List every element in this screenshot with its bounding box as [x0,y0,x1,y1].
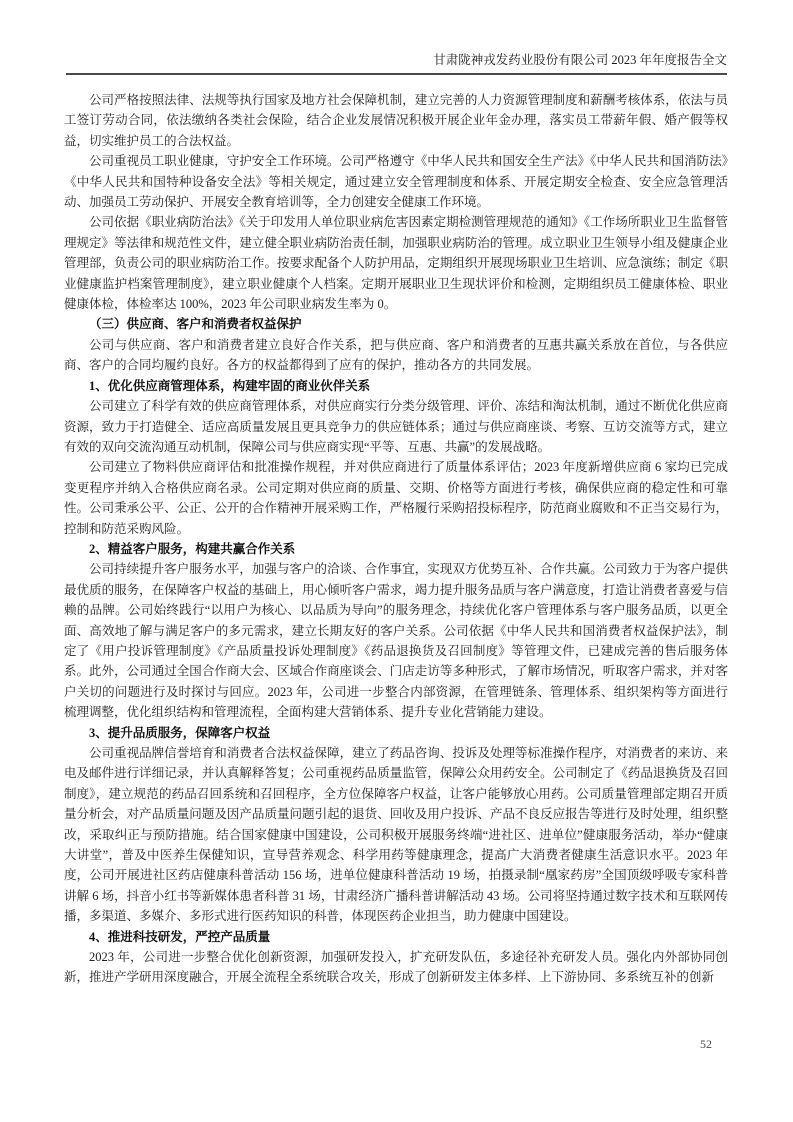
section-heading: 3、提升品质服务，保障客户权益 [89,725,271,740]
paragraph: 公司建立了科学有效的供应商管理体系，对供应商实行分类分级管理、评价、冻结和淘汰机制，通过不断优化供应商资源，致力于打造健全、适应高质量发展且更具竞争力的供应链体系；通过与供应商座谈、考察、互访交流等方式，建立有效的双向交流沟通互动机制，保障公司与供应商实现“平等、互惠、共赢”的发展战略。 [64,399,728,454]
section-heading: （三）供应商、客户和消费者权益保护 [89,317,302,332]
page-number: 52 [700,1037,712,1051]
paragraph: 公司严格按照法律、法规等执行国家及地方社会保障机制，建立完善的人力资源管理制度和薪酬考核体系，依法与员工签订劳动合同，依法缴纳各类社会保险，结合企业发展情况积极开展企业年金办理，落实员工带薪年假、婚产假等权益，切实维护员工的合法权益。 [64,93,728,148]
document-body [64,90,728,988]
paragraph: 公司重视品牌信誉培育和消费者合法权益保障，建立了药品咨询、投诉及处理等标准操作程序，对消费者的来访、来电及邮件进行详细记录，并认真解释答复；公司重视药品质量监管，保障公众用药安全。公司制定了《药品退换货及召回制度》，建立规范的药品召回系统和召回程序，全方位保障客户权益，让客户能够放心用药。公司质量管理部定期召开质量分析会，对产品质量问题及因产品质量问题引起的退货、回收及用户投诉、产品不良反应报告等进行及时处理，组织整改，采取纠正与预防措施。结合国家健康中国建设，公司积极开展服务终端“进社区、进单位”健康服务活动，举办“健康大讲堂”，普及中医养生保健知识，宣导营养观念、科学用药等健康理念，提高广大消费者健康生活意识水平。2023 年度，公司开展进社区药店健康科普活动 156 场，进单位健康科普活动 19 场，拍摄录制“凰家药房”全国顶级呼吸专家科普讲解 6 场，抖音小红书等新媒体患者科普 31 场，甘肃经济广播科普讲解活动 43 场。公司将坚持通过数字技术和互联网传播，多渠道、多媒介、多形式进行医药知识的科普，体现医药企业担当，助力健康中国建设。 [64,746,728,924]
paragraph: 公司建立了物料供应商评估和批准操作规程，并对供应商进行了质量体系评估；2023 年度新增供应商 6 家均已完成变更程序并纳入合格供应商名录。公司定期对供应商的质量、交期、价格等方面进行考核，确保供应商的稳定性和可靠性。公司秉承公平、公正、公开的合作精神开展采购工作，严格履行采购招投标程序，防范商业腐败和不正当交易行为，控制和防范采购风险。 [64,460,728,536]
page-header-title: 甘肃陇神戎发药业股份有限公司 2023 年年度报告全文 [433,53,727,67]
paragraph: 公司依据《职业病防治法》《关于印发用人单位职业病危害因素定期检测管理规范的通知》《工作场所职业卫生监督管理规定》等法律和规范性文件，建立健全职业病防治责任制，加强职业病防治的管理。成立职业卫生领导小组及健康企业管理部，负责公司的职业病防治工作。按要求配备个人防护用品，定期组织开展现场职业卫生培训、应急演练；制定《职业健康监护档案管理制度》，建立职业健康个人档案。定期开展职业卫生现状评价和检测，定期组织员工健康体检、职业健康体检，体检率达 100%，2023 年公司职业病发生率为 0。 [64,215,728,312]
section-heading: 4、推进科技研发，严控产品质量 [89,929,271,944]
section-heading: 1、优化供应商管理体系，构建牢固的商业伙伴关系 [89,378,371,393]
header-divider [66,73,727,75]
section-heading: 2、精益客户服务，构建共赢合作关系 [89,541,296,556]
paragraph: 公司重视员工职业健康，守护安全工作环境。公司严格遵守《中华人民共和国安全生产法》《中华人民共和国消防法》《中华人民共和国特种设备安全法》等相关规定，通过建立安全管理制度和体系、开展定期安全检查、安全应急管理活动、加强员工劳动保护、开展安全教育培训等，全力创建安全健康工作环境。 [64,154,728,210]
paragraph: 公司持续提升客户服务水平，加强与客户的洽谈、合作事宜，实现双方优势互补、合作共赢。公司致力于为客户提供最优质的服务，在保障客户权益的基础上，用心倾听客户需求，竭力提升服务品质与客户满意度，打造让消费者喜爱与信赖的品牌。公司始终践行“以用户为核心、以品质为导向”的服务理念，持续优化客户管理体系与客户服务品质，以更全面、高效地了解与满足客户的多元需求，建立长期友好的客户关系。公司依据《中华人民共和国消费者权益保护法》，制定了《用户投诉管理制度》《产品质量投诉处理制度》《药品退换货及召回制度》等管理文件，已建成完善的售后服务体系。此外，公司通过全国合作商大会、区域合作商座谈会、门店走访等多种形式，了解市场情况，听取客户需求，并对客户关切的问题进行及时探讨与回应。2023 年，公司进一步整合内部资源，在管理链条、管理体系、组织架构等方面进行梳理调整，优化组织结构和管理流程，全面构建大营销体系、提升专业化营销能力建设。 [64,562,728,720]
paragraph: 公司与供应商、客户和消费者建立良好合作关系，把与供应商、客户和消费者的互惠共赢关系放在首位，与各供应商、客户的合同均履约良好。各方的权益都得到了应有的保护，推动各方的共同发展。 [64,337,728,373]
paragraph: 2023 年，公司进一步整合优化创新资源，加强研发投入，扩充研发队伍，多途径补充研发人员。强化内外部协同创新，推进产学研用深度融合，开展全流程全系统联合攻关，形成了创新研发主体多样、上下游协同、多系统互补的创新 [64,950,728,985]
